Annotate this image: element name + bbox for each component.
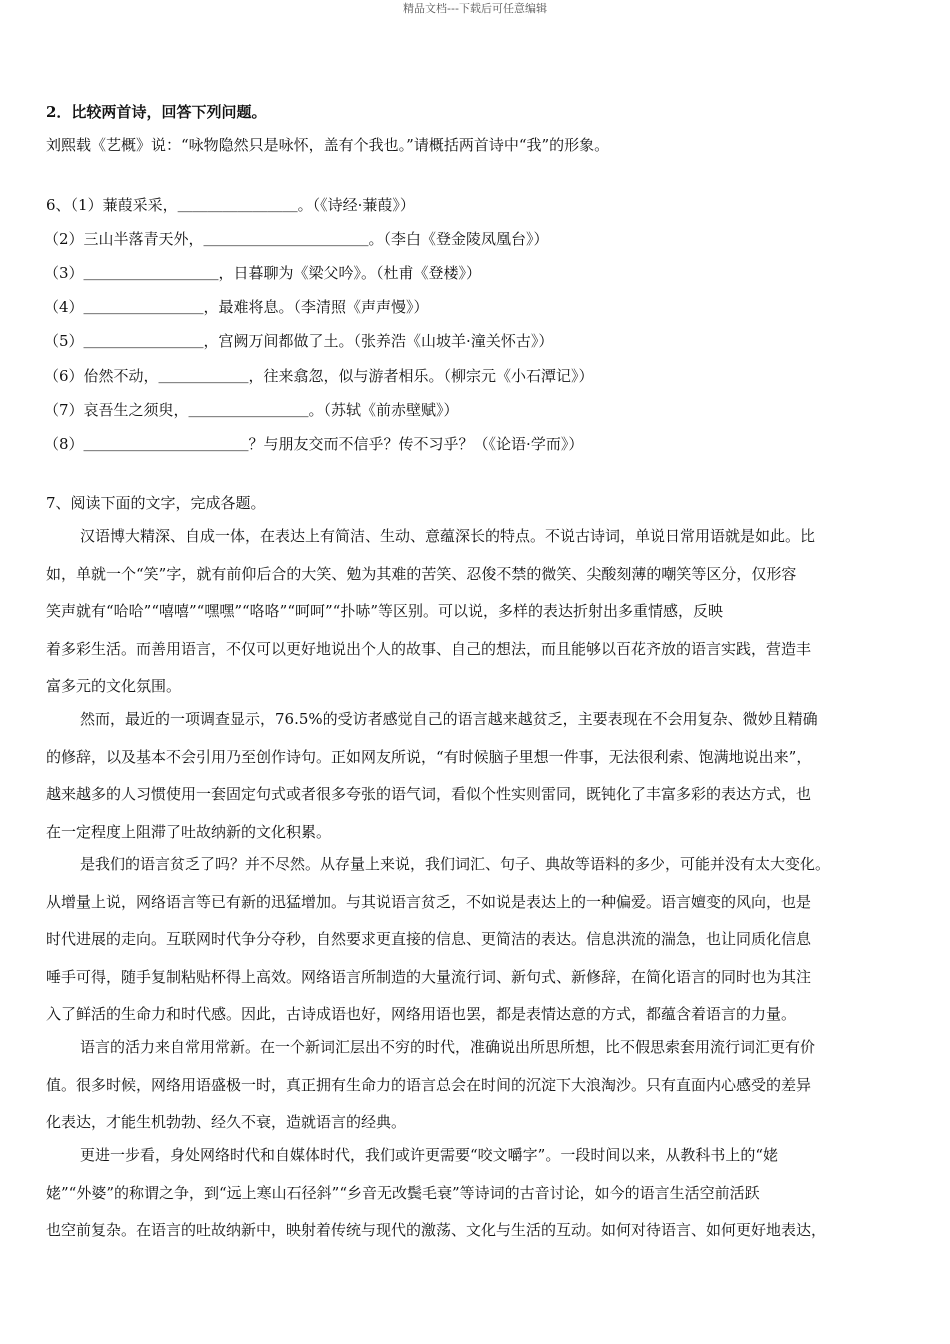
paragraph-line: 富多元的文化氛围。 xyxy=(46,677,182,695)
fill-blank-item: （4）＿＿＿＿＿＿＿＿，最难将息。（李清照《声声慢》） xyxy=(44,298,429,316)
reading-paragraph xyxy=(46,1137,906,1250)
paragraph-line: 化表达，才能生机勃勃、经久不衰，造就语言的经典。 xyxy=(46,1113,407,1131)
paragraph-line: 是我们的语言贫乏了吗？并不尽然。从存量上来说，我们词汇、句子、典故等语料的多少，可能并没有太大变化。 xyxy=(80,855,831,873)
paragraph-line: 的修辞，以及基本不会引用乃至创作诗句。正如网友所说，“有时候脑子里想一件事，无法很利索、饱满地说出来”， xyxy=(46,747,812,766)
paragraph-line: 唾手可得，随手复制粘贴杯得上高效。网络语言所制造的大量流行词、新句式、新修辞，在简化语言的同时也为其注 xyxy=(46,967,812,986)
fill-blank-item: （6）佁然不动，＿＿＿＿＿＿，往来翕忽，似与游者相乐。（柳宗元《小石潭记》） xyxy=(44,367,594,385)
reading-paragraph xyxy=(46,846,906,1034)
paragraph-line: 时代进展的走向。互联网时代争分夺秒，自然要求更直接的信息、更简洁的表达。信息洪流的湍急，也让同质化信息 xyxy=(46,930,812,948)
paragraph-line: 也空前复杂。在语言的吐故纳新中，映射着传统与现代的激荡、文化与生活的互动。如何对待语言、如何更好地表达， xyxy=(46,1221,827,1239)
paragraph-line: 越来越多的人习惯使用一套固定句式或者很多夸张的语气词，看似个性实则雷同，既钝化了丰富多彩的表达方式，也 xyxy=(46,785,812,803)
reading-paragraph xyxy=(46,701,906,851)
paragraph-line: 如，单就一个“笑”字，就有前仰后合的大笑、勉为其难的苦笑、忍俊不禁的微笑、尖酸刻薄的嘲笑等区分，仅形容 xyxy=(46,564,797,583)
fill-blank-item: （3）＿＿＿＿＿＿＿＿＿，日暮聊为《梁父吟》。（杜甫《登楼》） xyxy=(44,264,482,282)
paragraph-line: 笑声就有“哈哈”“嘻嘻”“嘿嘿”“咯咯”“呵呵”“扑哧”等区别。可以说，多样的表达折射出多重情感，反映 xyxy=(46,602,724,620)
paragraph-line: 在一定程度上阻滞了吐故纳新的文化积累。 xyxy=(46,822,332,841)
reading-paragraph xyxy=(46,518,906,706)
document-watermark: 精品文档---下载后可任意编辑 xyxy=(403,2,547,15)
question-2-prompt: 刘熙载《艺概》说：“咏物隐然只是咏怀，盖有个我也。”请概括两首诗中“我”的形象。 xyxy=(46,136,610,154)
fill-blank-item: 6、（1）蒹葭采采，＿＿＿＿＿＿＿＿。（《诗经·蒹葭》） xyxy=(46,196,415,214)
question-2-title: 2．比较两首诗，回答下列问题。 xyxy=(46,103,267,121)
paragraph-line: 值。很多时候，网络用语盛极一时，真正拥有生命力的语言总会在时间的沉淀下大浪淘沙。只有直面内心感受的差异 xyxy=(46,1075,812,1094)
paragraph-line: 语言的活力来自常用常新。在一个新词汇层出不穷的时代，准确说出所思所想，比不假思索套用流行词汇更有价 xyxy=(80,1038,816,1056)
paragraph-line: 汉语博大精深、自成一体，在表达上有简洁、生动、意蕴深长的特点。不说古诗词，单说日常用语就是如此。比 xyxy=(80,527,816,545)
paragraph-line: 从增量上说，网络语言等已有新的迅猛增加。与其说语言贫乏，不如说是表达上的一种偏爱。语言嬗变的风向，也是 xyxy=(46,892,812,911)
reading-paragraph xyxy=(46,1029,906,1142)
question-7-title: 7、阅读下面的文字，完成各题。 xyxy=(46,494,266,512)
fill-blank-item: （5）＿＿＿＿＿＿＿＿，宫阙万间都做了土。（张养浩《山坡羊·潼关怀古》） xyxy=(44,332,554,350)
fill-blank-item: （8）＿＿＿＿＿＿＿＿＿＿＿？与朋友交而不信乎？传不习乎？（《论语·学而》） xyxy=(44,435,584,453)
fill-blank-item: （2）三山半落青天外，＿＿＿＿＿＿＿＿＿＿＿。（李白《登金陵凤凰台》） xyxy=(44,230,549,248)
paragraph-line: 着多彩生活。而善用语言，不仅可以更好地说出个人的故事、自己的想法，而且能够以百花齐放的语言实践，营造丰 xyxy=(46,639,812,658)
paragraph-line: 更进一步看，身处网络时代和自媒体时代，我们或许更需要“咬文嚼字”。一段时间以来，从教科书上的“姥 xyxy=(80,1146,779,1164)
paragraph-line: 然而，最近的一项调查显示，76.5%的受访者感觉自己的语言越来越贫乏，主要表现在不会用复杂、微妙且精确 xyxy=(80,710,818,728)
paragraph-line: 姥”“外婆”的称谓之争，到“远上寒山石径斜”“乡音无改鬓毛衰”等诗词的古音讨论，如今的语言生活空前活跃 xyxy=(46,1183,760,1202)
fill-blank-item: （7）哀吾生之须臾，＿＿＿＿＿＿＿＿。（苏轼《前赤壁赋》） xyxy=(44,401,459,419)
paragraph-line: 入了鲜活的生命力和时代感。因此，古诗成语也好，网络用语也罢，都是表情达意的方式，都蕴含着语言的力量。 xyxy=(46,1005,797,1023)
